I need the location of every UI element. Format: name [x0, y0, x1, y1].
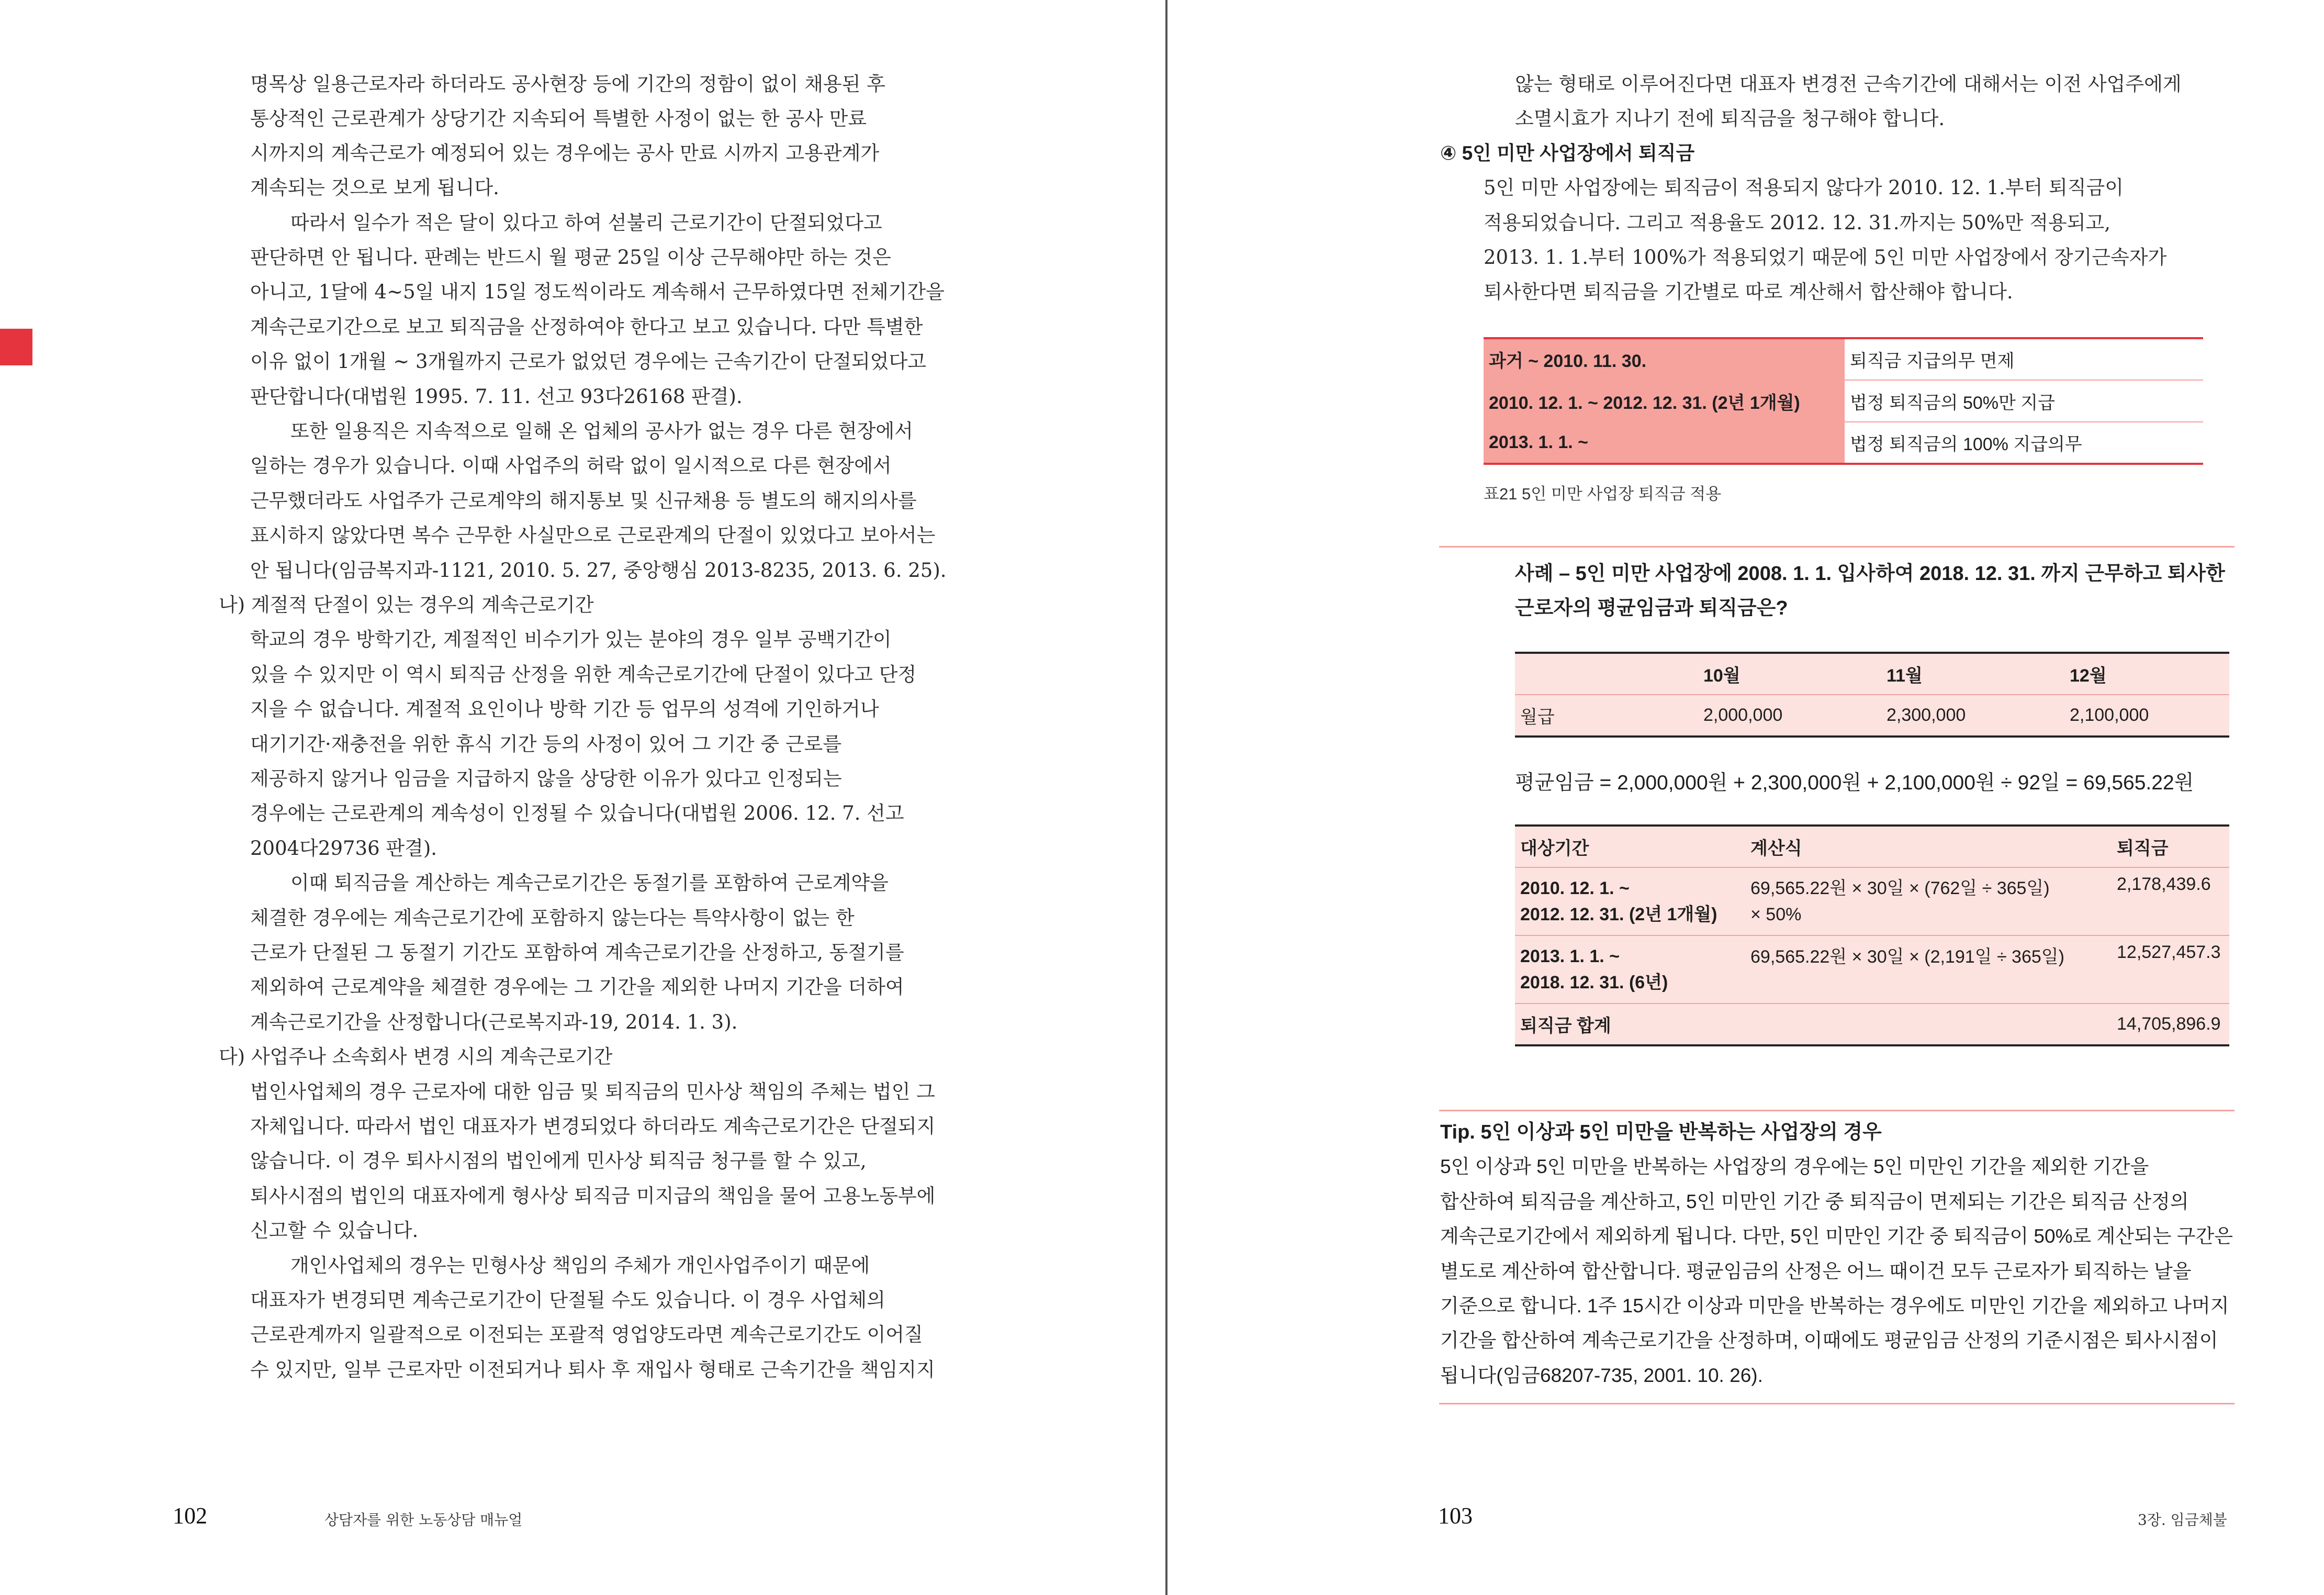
body-line: 계속근로기간을 산정합니다(근로복지과-19, 2014. 1. 3). — [250, 1011, 738, 1033]
body-line: 통상적인 근로관계가 상당기간 지속되어 특별한 사정이 없는 한 공사 만료 — [250, 107, 867, 130]
table-row — [1484, 422, 2203, 464]
body-line: 명목상 일용근로자라 하더라도 공사현장 등에 기간의 정함이 없이 채용된 후 — [250, 73, 885, 95]
body-line: 법인사업체의 경우 근로자에 대한 임금 및 퇴직금의 민사상 책임의 주체는 법인 그 — [250, 1080, 935, 1103]
body-line: 소멸시효가 지나기 전에 퇴직금을 청구해야 합니다. — [1515, 107, 1945, 130]
body-line: 대기기간·재충전을 위한 휴식 기간 등의 사정이 있어 그 기간 중 근로를 — [250, 733, 842, 755]
body-line: 근로가 단절된 그 동절기 기간도 포함하여 계속근로기간을 산정하고, 동절기를 — [250, 941, 904, 964]
formula-cell — [1745, 867, 2112, 935]
table-row — [1484, 338, 2203, 380]
body-line: 않습니다. 이 경우 퇴사시점의 법인에게 민사상 퇴직금 청구를 할 수 있고, — [250, 1150, 867, 1172]
header-cell: 11월 — [1887, 666, 1923, 686]
body-line: 지을 수 없습니다. 계절적 요인이나 방학 기간 등 업무의 성격에 기인하거나 — [250, 698, 879, 720]
subsection-heading: 나) 계절적 단절이 있는 경우의 계속근로기간 — [219, 594, 594, 616]
severance-calc-table — [1515, 824, 2229, 1046]
body-line: 2004다29736 판결). — [250, 837, 437, 860]
body-line: 개인사업체의 경우는 민형사상 책임의 주체가 개인사업주이기 때문에 — [290, 1254, 870, 1277]
formula-cell: 69,565.22원 × 30일 × (2,191일 ÷ 365일) — [1750, 947, 2064, 967]
table-header-row — [1515, 653, 2229, 695]
body-line: 경우에는 근로관계의 계속성이 인정될 수 있습니다(대법원 2006. 12. 7. 선고 — [250, 802, 904, 824]
total-value: 14,705,896.9 — [2117, 1014, 2221, 1034]
body-line: 퇴사한다면 퇴직금을 기간별로 따로 계산해서 합산해야 합니다. — [1484, 281, 2013, 303]
period-start: 2013. 1. 1. ~ — [1520, 946, 1620, 966]
amount-cell: 12,527,457.3 — [2117, 942, 2221, 962]
table-header-row — [1515, 826, 2229, 867]
monthly-wage-table — [1515, 652, 2229, 738]
period-end: 2012. 12. 31. (2년 1개월) — [1520, 905, 1717, 924]
example-title: 근로자의 평균임금과 퇴직금은? — [1515, 597, 1788, 619]
body-line: 제공하지 않거나 임금을 지급하지 않을 상당한 이유가 있다고 인정되는 — [250, 767, 842, 790]
section-heading: ④ 5인 미만 사업장에서 퇴직금 — [1440, 142, 1695, 164]
tip-line: 기간을 합산하여 계속근로기간을 산정하며, 이때에도 평균임금 산정의 기준시점은 퇴사시점이 — [1440, 1330, 2218, 1351]
tip-line: 5인 이상과 5인 미만을 반복하는 사업장의 경우에는 5인 미만인 기간을 제외한 기간을 — [1440, 1156, 2149, 1177]
body-line: 제외하여 근로계약을 체결한 경우에는 그 기간을 제외한 나머지 기간을 더하여 — [250, 976, 904, 998]
body-line: 신고할 수 있습니다. — [250, 1219, 419, 1242]
row-label: 월급 — [1520, 707, 1555, 727]
empty-cell — [1745, 1003, 2112, 1045]
body-line: 있을 수 있지만 이 역시 퇴직금 산정을 위한 계속근로기간에 단절이 있다고 단정 — [250, 663, 917, 686]
body-line: 수 있지만, 일부 근로자만 이전되거나 퇴사 후 재입사 형태로 근속기간을 책임지지 — [250, 1358, 935, 1381]
amount-cell: 2,178,439.6 — [2117, 874, 2211, 894]
tip-line: 계속근로기간에서 제외하게 됩니다. 다만, 5인 미만인 기간 중 퇴직금이 50%로 계산되는 구간은 — [1440, 1225, 2233, 1247]
rule-cell: 퇴직금 지급의무 면제 — [1850, 351, 2015, 371]
period-end: 2018. 12. 31. (6년) — [1520, 973, 1668, 992]
body-line: 퇴사시점의 법인의 대표자에게 형사상 퇴직금 미지급의 책임을 물어 고용노동부에 — [250, 1185, 936, 1207]
running-title: 상담자를 위한 노동상담 매뉴얼 — [324, 1511, 523, 1529]
header-cell: 계산식 — [1750, 839, 1802, 858]
value-cell: 2,100,000 — [2070, 705, 2149, 725]
header-cell: 대상기간 — [1520, 839, 1589, 858]
total-label: 퇴직금 합계 — [1520, 1016, 1611, 1036]
period-cell: 2010. 12. 1. ~ 2012. 12. 31. (2년 1개월) — [1484, 380, 1845, 422]
subsection-heading: 다) 사업주나 소속회사 변경 시의 계속근로기간 — [219, 1045, 613, 1068]
table-row — [1484, 380, 2203, 422]
body-line: 아니고, 1달에 4~5일 내지 15일 정도씩이라도 계속해서 근무하였다면 전체기간을 — [250, 281, 945, 303]
table-5-employee-rule — [1484, 337, 2203, 465]
body-line: 또한 일용직은 지속적으로 일해 온 업체의 공사가 없는 경우 다른 현장에서 — [290, 420, 913, 442]
tip-line: 됩니다(임금68207-735, 2001. 10. 26). — [1440, 1365, 1763, 1386]
chapter-tab-marker — [0, 329, 32, 365]
value-cell: 2,300,000 — [1887, 705, 1966, 725]
formula-line: × 50% — [1750, 905, 1802, 924]
body-line: 적용되었습니다. 그리고 적용율도 2012. 12. 31.까지는 50%만 적용되고, — [1484, 211, 2111, 234]
divider — [1439, 546, 2235, 548]
header-cell: 10월 — [1703, 666, 1741, 686]
body-line: 계속되는 것으로 보게 됩니다. — [250, 176, 499, 199]
body-line: 근로관계까지 일괄적으로 이전되는 포괄적 영업양도라면 계속근로기간도 이어질 — [250, 1323, 923, 1346]
running-title: 3장. 임금체불 — [2138, 1511, 2227, 1529]
body-line: 판단합니다(대법원 1995. 7. 11. 선고 93다26168 판결). — [250, 385, 743, 408]
body-line: 이때 퇴직금을 계산하는 계속근로기간은 동절기를 포함하여 근로계약을 — [290, 872, 889, 894]
table-row — [1515, 695, 2229, 737]
average-wage-formula: 평균임금 = 2,000,000원 + 2,300,000원 + 2,100,000원 ÷ 92일 = 69,565.22원 — [1515, 772, 2194, 794]
example-title: 사례 – 5인 미만 사업장에 2008. 1. 1. 입사하여 2018. 12. 31. 까지 근무하고 퇴사한 — [1515, 563, 2225, 585]
rule-cell: 법정 퇴직금의 100% 지급의무 — [1850, 434, 2082, 454]
tip-title: Tip. 5인 이상과 5인 미만을 반복하는 사업장의 경우 — [1440, 1121, 1882, 1143]
body-line: 이유 없이 1개월 ~ 3개월까지 근로가 없었던 경우에는 근속기간이 단절되었다고 — [250, 350, 926, 373]
body-line: 판단하면 안 됩니다. 판례는 반드시 월 평균 25일 이상 근무해야만 하는 것은 — [250, 246, 891, 269]
formula-line: 69,565.22원 × 30일 × (762일 ÷ 365일) — [1750, 878, 2050, 898]
page-number: 103 — [1438, 1503, 1473, 1529]
header-cell: 12월 — [2070, 666, 2107, 686]
body-line: 대표자가 변경되면 계속근로기간이 단절될 수도 있습니다. 이 경우 사업체의 — [250, 1289, 885, 1311]
tip-top-rule — [1439, 1110, 2235, 1111]
body-line: 표시하지 않았다면 복수 근무한 사실만으로 근로관계의 단절이 있었다고 보아서는 — [250, 524, 936, 546]
total-row — [1515, 1003, 2229, 1045]
value-cell: 2,000,000 — [1703, 705, 1783, 725]
body-line: 시까지의 계속근로가 예정되어 있는 경우에는 공사 만료 시까지 고용관계가 — [250, 142, 880, 164]
period-cell: 2013. 1. 1. ~ — [1484, 422, 1845, 464]
body-line: 않는 형태로 이루어진다면 대표자 변경전 근속기간에 대해서는 이전 사업주에게 — [1515, 73, 2182, 95]
period-cell: 과거 ~ 2010. 11. 30. — [1484, 338, 1845, 380]
table-row — [1515, 867, 2229, 935]
rule-cell: 법정 퇴직금의 50%만 지급 — [1850, 393, 2055, 413]
body-line: 5인 미만 사업장에는 퇴직금이 적용되지 않다가 2010. 12. 1.부터 퇴직금이 — [1484, 176, 2124, 199]
body-line: 체결한 경우에는 계속근로기간에 포함하지 않는다는 특약사항이 없는 한 — [250, 907, 855, 929]
tip-line: 별도로 계산하여 합산합니다. 평균임금의 산정은 어느 때이건 모두 근로자가 퇴직하는 날을 — [1440, 1261, 2192, 1282]
body-line: 일하는 경우가 있습니다. 이때 사업주의 허락 없이 일시적으로 다른 현장에서 — [250, 454, 892, 477]
page-gutter — [1165, 0, 1167, 1595]
header-cell — [1515, 653, 1698, 695]
period-start: 2010. 12. 1. ~ — [1520, 878, 1630, 898]
body-line: 계속근로기간으로 보고 퇴직금을 산정하여야 한다고 보고 있습니다. 다만 특별한 — [250, 316, 923, 338]
period-cell — [1515, 935, 1745, 1003]
page-number: 102 — [173, 1503, 207, 1529]
body-line: 자체입니다. 따라서 법인 대표자가 변경되었다 하더라도 계속근로기간은 단절되지 — [250, 1115, 936, 1137]
body-line: 안 됩니다(임금복지과-1121, 2010. 5. 27, 중앙행심 2013-8235, 2013. 6. 25). — [250, 559, 947, 582]
period-cell — [1515, 867, 1745, 935]
tip-line: 기준으로 합니다. 1주 15시간 이상과 미만을 반복하는 경우에도 미만인 기간을 제외하고 나머지 — [1440, 1295, 2229, 1317]
tip-bottom-rule — [1439, 1403, 2235, 1404]
body-line: 학교의 경우 방학기간, 계절적인 비수기가 있는 분야의 경우 일부 공백기간이 — [250, 628, 892, 651]
table-row — [1515, 935, 2229, 1003]
table-caption: 표21 5인 미만 사업장 퇴직금 적용 — [1484, 485, 1722, 503]
header-cell: 퇴직금 — [2117, 839, 2169, 858]
body-line: 2013. 1. 1.부터 100%가 적용되었기 때문에 5인 미만 사업장에서 장기근속자가 — [1484, 246, 2167, 269]
tip-line: 합산하여 퇴직금을 계산하고, 5인 미만인 기간 중 퇴직금이 면제되는 기간은 퇴직금 산정의 — [1440, 1191, 2189, 1212]
body-line: 근무했더라도 사업주가 근로계약의 해지통보 및 신규채용 등 별도의 해지의사를 — [250, 489, 917, 512]
body-line: 따라서 일수가 적은 달이 있다고 하여 섣불리 근로기간이 단절되었다고 — [290, 211, 882, 234]
